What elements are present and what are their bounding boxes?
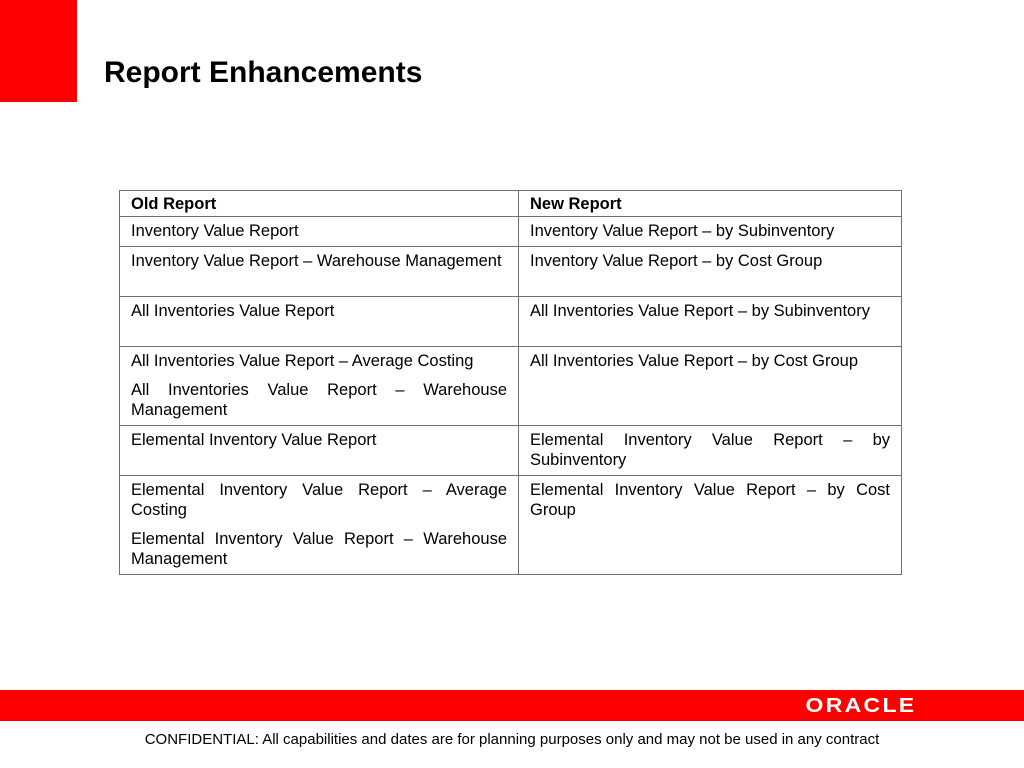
old-report-name: Elemental Inventory Value Report	[131, 431, 377, 449]
new-report-name: All Inventories Value Report – by Cost Group	[530, 352, 859, 370]
table-row	[120, 247, 902, 297]
old-report-name: All Inventories Value Report – Warehouse Management	[131, 381, 507, 419]
old-report-cell	[120, 476, 519, 575]
new-report-header: New Report	[519, 191, 902, 217]
table-row	[120, 217, 902, 247]
old-report-cell	[120, 217, 519, 247]
oracle-logo-icon: ORACLE	[805, 695, 916, 717]
new-report-cell	[519, 426, 902, 476]
new-report-name: All Inventories Value Report – by Subinventory	[530, 302, 870, 320]
table-row	[120, 347, 902, 426]
table-row	[120, 297, 902, 347]
table-row	[120, 476, 902, 575]
corner-accent-block	[0, 0, 77, 102]
new-report-name: Inventory Value Report – by Cost Group	[530, 252, 823, 270]
new-report-name: Inventory Value Report – by Subinventory	[530, 222, 835, 240]
footer-bar	[0, 690, 1024, 721]
table-row	[120, 426, 902, 476]
new-report-cell	[519, 247, 902, 297]
new-report-name: Elemental Inventory Value Report – by Subinventory	[530, 431, 890, 469]
table-header-row	[120, 191, 902, 217]
new-report-cell	[519, 347, 902, 426]
new-report-name: Elemental Inventory Value Report – by Cost Group	[530, 481, 890, 519]
confidential-notice: CONFIDENTIAL: All capabilities and dates are for planning purposes only and may not be used in any contract	[144, 731, 880, 748]
new-report-cell	[519, 476, 902, 575]
old-report-cell	[120, 347, 519, 426]
old-report-name: All Inventories Value Report – Average Costing	[131, 352, 474, 370]
page-title: Report Enhancements	[104, 56, 423, 89]
old-report-cell	[120, 426, 519, 476]
old-report-name: Elemental Inventory Value Report – Warehouse Management	[131, 530, 507, 568]
old-report-name: Inventory Value Report – Warehouse Management	[131, 252, 502, 270]
report-comparison-table	[119, 190, 902, 575]
old-report-cell	[120, 297, 519, 347]
old-report-name: Inventory Value Report	[131, 222, 299, 240]
new-report-cell	[519, 217, 902, 247]
old-report-name: Elemental Inventory Value Report – Average Costing	[131, 481, 507, 519]
new-report-cell	[519, 297, 902, 347]
old-report-cell	[120, 247, 519, 297]
old-report-header: Old Report	[120, 191, 519, 217]
old-report-name: All Inventories Value Report	[131, 302, 335, 320]
